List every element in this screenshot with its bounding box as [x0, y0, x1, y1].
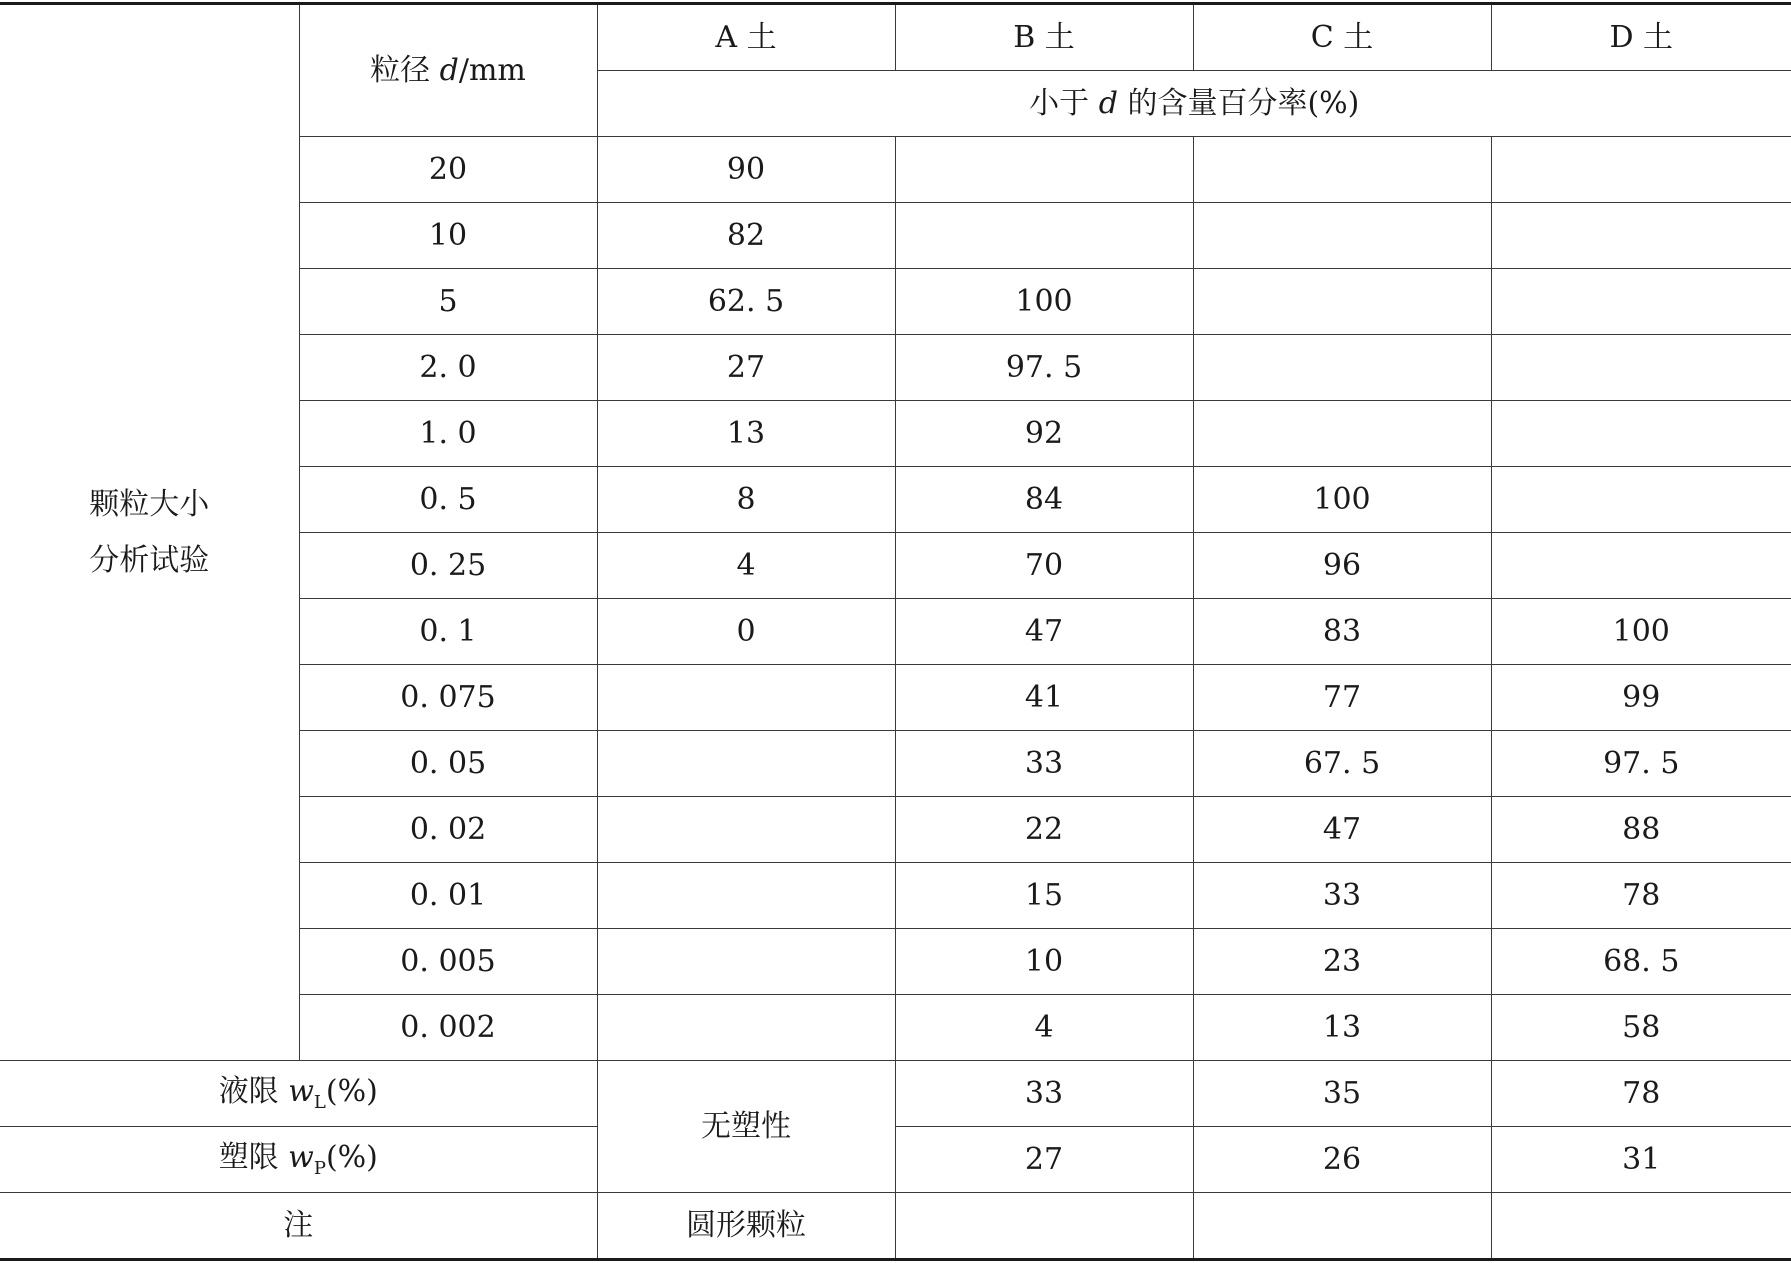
soil-d-cell: 100 — [1491, 599, 1791, 665]
liquid-limit-label-text: 液限 w — [218, 1073, 314, 1109]
soil-b-header: B 土 — [895, 4, 1193, 71]
soil-c-cell — [1193, 401, 1491, 467]
soil-c-cell — [1193, 335, 1491, 401]
soil-b-cell: 70 — [895, 533, 1193, 599]
soil-d-cell — [1491, 533, 1791, 599]
note-b — [895, 1193, 1193, 1260]
plastic-limit-label-text: 塑限 w — [218, 1139, 314, 1175]
diameter-cell: 0. 01 — [299, 863, 597, 929]
plastic-limit-unit: (%) — [325, 1139, 378, 1175]
soil-d-cell — [1491, 269, 1791, 335]
soil-test-table — [0, 2, 1791, 1261]
note-row — [0, 1193, 1791, 1260]
soil-b-cell: 84 — [895, 467, 1193, 533]
soil-c-cell: 77 — [1193, 665, 1491, 731]
soil-c-cell: 83 — [1193, 599, 1491, 665]
liquid-limit-row — [0, 1061, 1791, 1127]
plastic-limit-b: 27 — [895, 1127, 1193, 1193]
liquid-limit-label — [0, 1061, 597, 1127]
plastic-limit-sub: P — [313, 1157, 326, 1179]
soil-d-cell — [1491, 467, 1791, 533]
plastic-limit-label — [0, 1127, 597, 1193]
diameter-header-text: 粒径 d/mm — [370, 52, 526, 88]
liquid-limit-d: 78 — [1491, 1061, 1791, 1127]
soil-c-cell: 100 — [1193, 467, 1491, 533]
plastic-limit-c: 26 — [1193, 1127, 1491, 1193]
variable-w: w — [288, 1073, 314, 1109]
soil-d-cell — [1491, 335, 1791, 401]
soil-a-cell: 27 — [597, 335, 895, 401]
soil-a-cell — [597, 863, 895, 929]
diameter-cell: 0. 25 — [299, 533, 597, 599]
note-a: 圆形颗粒 — [597, 1193, 895, 1260]
soil-c-header: C 土 — [1193, 4, 1491, 71]
soil-d-cell: 99 — [1491, 665, 1791, 731]
header-row-1 — [0, 4, 1791, 71]
percent-less-header: 小于 d 的含量百分率(%) — [597, 71, 1791, 137]
diameter-cell: 20 — [299, 137, 597, 203]
note-label: 注 — [0, 1193, 597, 1260]
soil-b-cell: 33 — [895, 731, 1193, 797]
group-label-line2: 分析试验 — [89, 542, 210, 578]
soil-a-cell: 13 — [597, 401, 895, 467]
soil-c-cell — [1193, 203, 1491, 269]
soil-b-cell: 41 — [895, 665, 1193, 731]
soil-b-cell: 15 — [895, 863, 1193, 929]
diameter-cell: 0. 02 — [299, 797, 597, 863]
note-c — [1193, 1193, 1491, 1260]
diameter-cell: 2. 0 — [299, 335, 597, 401]
diameter-cell: 0. 075 — [299, 665, 597, 731]
diameter-cell: 0. 5 — [299, 467, 597, 533]
diameter-cell: 0. 002 — [299, 995, 597, 1061]
soil-b-cell — [895, 203, 1193, 269]
liquid-limit-b: 33 — [895, 1061, 1193, 1127]
variable-d: d — [1098, 85, 1118, 121]
diameter-cell: 10 — [299, 203, 597, 269]
soil-d-cell — [1491, 401, 1791, 467]
diameter-cell: 1. 0 — [299, 401, 597, 467]
soil-b-cell: 22 — [895, 797, 1193, 863]
soil-b-cell: 100 — [895, 269, 1193, 335]
group-label-line1: 颗粒大小 — [89, 486, 210, 522]
diameter-header — [299, 4, 597, 137]
soil-a-header: A 土 — [597, 4, 895, 71]
variable-w: w — [288, 1139, 314, 1175]
group-label-cell — [0, 4, 299, 1061]
soil-a-cell: 90 — [597, 137, 895, 203]
diameter-cell: 0. 05 — [299, 731, 597, 797]
soil-d-cell: 97. 5 — [1491, 731, 1791, 797]
soil-d-cell: 88 — [1491, 797, 1791, 863]
soil-c-cell — [1193, 269, 1491, 335]
diameter-cell: 5 — [299, 269, 597, 335]
soil-a-cell — [597, 731, 895, 797]
no-plasticity-cell: 无塑性 — [597, 1061, 895, 1193]
liquid-limit-c: 35 — [1193, 1061, 1491, 1127]
plastic-limit-d: 31 — [1491, 1127, 1791, 1193]
diameter-cell: 0. 005 — [299, 929, 597, 995]
soil-a-cell — [597, 995, 895, 1061]
plastic-limit-row — [0, 1127, 1791, 1193]
variable-d: d — [439, 52, 459, 88]
soil-c-cell: 13 — [1193, 995, 1491, 1061]
soil-a-cell: 0 — [597, 599, 895, 665]
soil-a-cell: 4 — [597, 533, 895, 599]
soil-d-cell — [1491, 203, 1791, 269]
soil-a-cell — [597, 665, 895, 731]
soil-a-cell: 62. 5 — [597, 269, 895, 335]
soil-c-cell: 47 — [1193, 797, 1491, 863]
liquid-limit-sub: L — [313, 1091, 326, 1113]
soil-c-cell: 67. 5 — [1193, 731, 1491, 797]
soil-a-cell: 8 — [597, 467, 895, 533]
soil-a-cell — [597, 797, 895, 863]
soil-c-cell: 23 — [1193, 929, 1491, 995]
diameter-cell: 0. 1 — [299, 599, 597, 665]
soil-b-cell — [895, 137, 1193, 203]
soil-b-cell: 47 — [895, 599, 1193, 665]
liquid-limit-unit: (%) — [325, 1073, 378, 1109]
soil-b-cell: 97. 5 — [895, 335, 1193, 401]
soil-d-cell: 78 — [1491, 863, 1791, 929]
soil-c-cell — [1193, 137, 1491, 203]
soil-c-cell: 33 — [1193, 863, 1491, 929]
soil-c-cell: 96 — [1193, 533, 1491, 599]
soil-d-cell: 58 — [1491, 995, 1791, 1061]
soil-a-cell: 82 — [597, 203, 895, 269]
soil-b-cell: 92 — [895, 401, 1193, 467]
soil-b-cell: 10 — [895, 929, 1193, 995]
soil-d-header: D 土 — [1491, 4, 1791, 71]
note-d — [1491, 1193, 1791, 1260]
soil-a-cell — [597, 929, 895, 995]
soil-d-cell — [1491, 137, 1791, 203]
soil-d-cell: 68. 5 — [1491, 929, 1791, 995]
soil-b-cell: 4 — [895, 995, 1193, 1061]
